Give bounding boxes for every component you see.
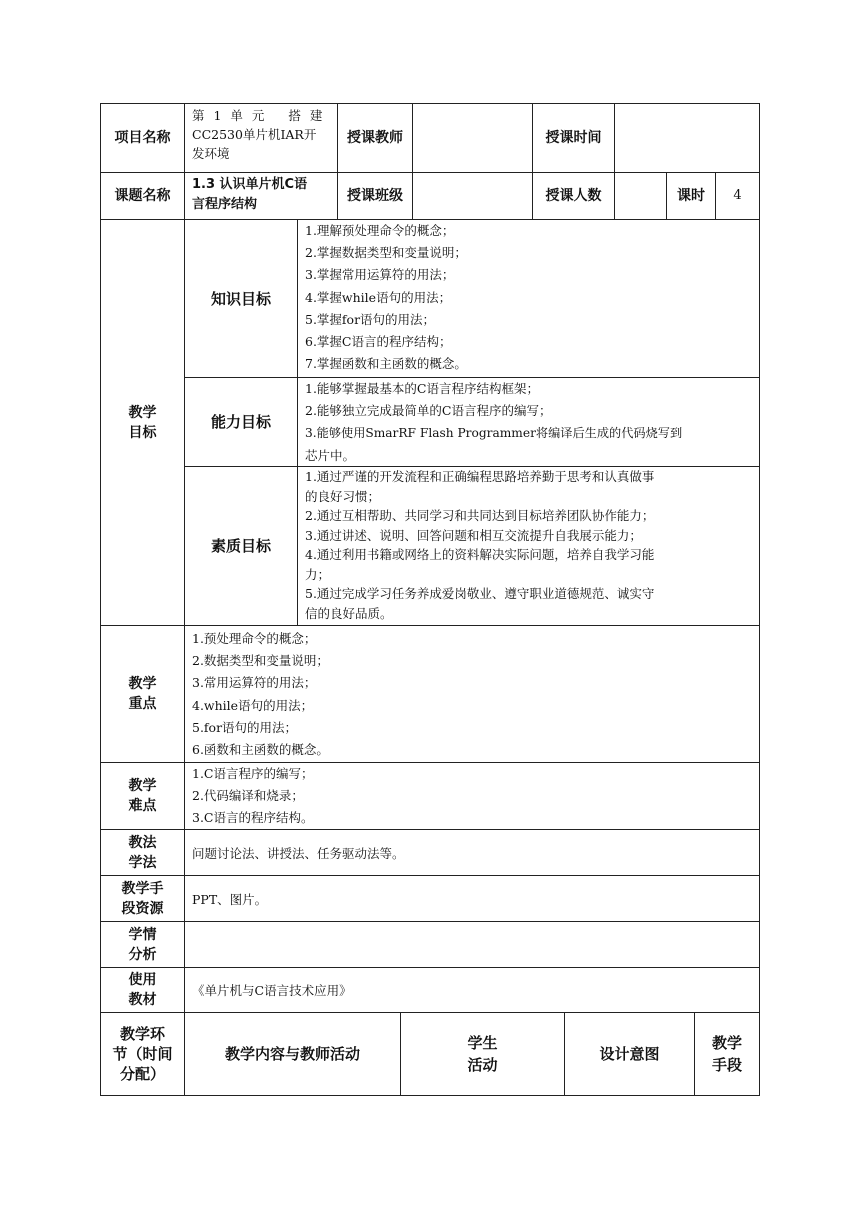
quality-objectives-list bbox=[305, 467, 757, 623]
knowledge-objectives-label: 知识目标 bbox=[210, 289, 271, 308]
label-line: 教学手 bbox=[121, 880, 164, 897]
topic-name-value bbox=[192, 175, 336, 215]
difficulties-label bbox=[101, 763, 184, 829]
list-item: 1.预处理命令的概念； bbox=[192, 631, 317, 646]
project-name-line: 发环境 bbox=[192, 146, 230, 161]
label-line: 教学环 bbox=[119, 1025, 165, 1043]
methods-value: 问题讨论法、讲授法、任务驱动法等。 bbox=[192, 845, 405, 861]
topic-name-label: 课题名称 bbox=[114, 188, 171, 204]
project-name-line: CC2530单片机IAR开 bbox=[192, 127, 317, 142]
difficulties-list bbox=[192, 763, 752, 830]
teacher-value bbox=[413, 104, 532, 172]
class-label: 授课班级 bbox=[347, 188, 403, 204]
textbook-label bbox=[101, 968, 184, 1012]
learner-analysis-label bbox=[101, 922, 184, 967]
methods-label bbox=[101, 830, 184, 875]
topic-name-line: 1.3 认识单片机C语 bbox=[192, 177, 308, 192]
teaching-objectives-label bbox=[101, 220, 184, 625]
list-item: 5.通过完成学习任务养成爱岗敬业、遵守职业道德规范、诚实守 bbox=[305, 586, 655, 601]
student-count-value bbox=[615, 173, 666, 219]
key-points-list bbox=[192, 628, 752, 761]
resources-value: PPT、图片。 bbox=[192, 891, 268, 907]
list-item: 4.掌握while语句的用法； bbox=[305, 289, 452, 305]
textbook-value: 《单片机与C语言技术应用》 bbox=[192, 983, 352, 998]
list-item: 2.代码编译和烧录； bbox=[192, 788, 304, 804]
project-name-line: 第 1 单 元 搭 建 bbox=[192, 108, 325, 123]
label-line: 教法 bbox=[128, 834, 157, 851]
list-item: 3.C语言的程序结构。 bbox=[192, 810, 314, 826]
learner-analysis-value bbox=[192, 922, 752, 967]
class-hours-label: 课时 bbox=[677, 188, 705, 204]
class-hours-value: 4 bbox=[733, 188, 742, 203]
label-line: 教学 bbox=[711, 1034, 742, 1052]
teaching-stage-label bbox=[101, 1013, 184, 1095]
list-item: 5.掌握for语句的用法； bbox=[305, 311, 436, 327]
list-item: 3.通过讲述、说明、回答问题和相互交流提升自我展示能力； bbox=[305, 527, 642, 543]
teaching-content-label: 教学内容与教师活动 bbox=[224, 1045, 360, 1063]
list-item: 芯片中。 bbox=[305, 447, 356, 463]
list-item: 4.while语句的用法； bbox=[192, 697, 314, 713]
teaching-time-label: 授课时间 bbox=[545, 130, 602, 146]
label-line: 学法 bbox=[128, 854, 157, 871]
list-item: 5.for语句的用法； bbox=[192, 719, 298, 735]
list-item: 4.通过利用书籍或网络上的资料解决实际问题，培养自我学习能 bbox=[305, 547, 655, 562]
class-value bbox=[413, 173, 532, 219]
label-line: 段资源 bbox=[121, 900, 164, 917]
list-item: 3.能够使用SmarRF Flash Programmer将编译后生成的代码烧写到 bbox=[305, 426, 683, 441]
label-line: 难点 bbox=[128, 798, 157, 814]
list-item: 6.掌握C语言的程序结构； bbox=[305, 334, 452, 350]
student-count-label: 授课人数 bbox=[545, 188, 602, 204]
key-points-label bbox=[101, 626, 184, 762]
label-line: 教学 bbox=[128, 676, 157, 692]
label-line: 使用 bbox=[128, 972, 157, 988]
project-name-label: 项目名称 bbox=[114, 130, 171, 146]
list-item: 1.通过严谨的开发流程和正确编程思路培养勤于思考和认真做事 bbox=[305, 469, 655, 484]
list-item: 信的良好品质。 bbox=[305, 605, 393, 621]
list-item: 2.数据类型和变量说明； bbox=[192, 653, 329, 669]
ability-objectives-list bbox=[305, 378, 757, 467]
list-item: 1.C语言程序的编写； bbox=[192, 766, 314, 781]
list-item: 3.掌握常用运算符的用法； bbox=[305, 267, 455, 283]
label-line: 重点 bbox=[128, 696, 157, 712]
list-item: 2.掌握数据类型和变量说明； bbox=[305, 245, 467, 261]
list-item: 力； bbox=[305, 566, 331, 582]
knowledge-objectives-list bbox=[305, 220, 757, 375]
teacher-label: 授课教师 bbox=[347, 130, 403, 146]
list-item: 的良好习惯； bbox=[305, 488, 381, 504]
topic-name-line: 言程序结构 bbox=[192, 197, 258, 212]
teaching-time-value bbox=[615, 104, 759, 172]
label-line: 学情 bbox=[128, 926, 157, 943]
list-item: 2.能够独立完成最简单的C语言程序的编写； bbox=[305, 403, 552, 419]
student-activity-label bbox=[401, 1013, 564, 1095]
quality-objectives-label: 素质目标 bbox=[210, 537, 271, 555]
label-line: 教学 bbox=[128, 404, 157, 421]
label-line: 学生 bbox=[467, 1034, 498, 1052]
list-item: 1.能够掌握最基本的C语言程序结构框架； bbox=[305, 381, 539, 396]
project-name-value bbox=[192, 106, 336, 163]
label-line: 目标 bbox=[128, 424, 157, 441]
label-line: 教材 bbox=[128, 992, 157, 1008]
label-line: 节（时间 bbox=[112, 1045, 173, 1063]
label-line: 手段 bbox=[711, 1056, 742, 1074]
list-item: 2.通过互相帮助、共同学习和共同达到目标培养团队协作能力； bbox=[305, 508, 655, 523]
label-line: 教学 bbox=[128, 778, 157, 794]
list-item: 1.理解预处理命令的概念； bbox=[305, 223, 455, 238]
label-line: 分配） bbox=[119, 1065, 165, 1083]
label-line: 活动 bbox=[467, 1056, 498, 1074]
teaching-means-label bbox=[695, 1013, 759, 1095]
ability-objectives-label: 能力目标 bbox=[210, 413, 271, 431]
design-intent-label: 设计意图 bbox=[599, 1045, 660, 1063]
label-line: 分析 bbox=[128, 946, 157, 963]
list-item: 6.函数和主函数的概念。 bbox=[192, 742, 329, 758]
list-item: 3.常用运算符的用法； bbox=[192, 675, 317, 691]
resources-label bbox=[101, 876, 184, 921]
list-item: 7.掌握函数和主函数的概念。 bbox=[305, 356, 467, 372]
